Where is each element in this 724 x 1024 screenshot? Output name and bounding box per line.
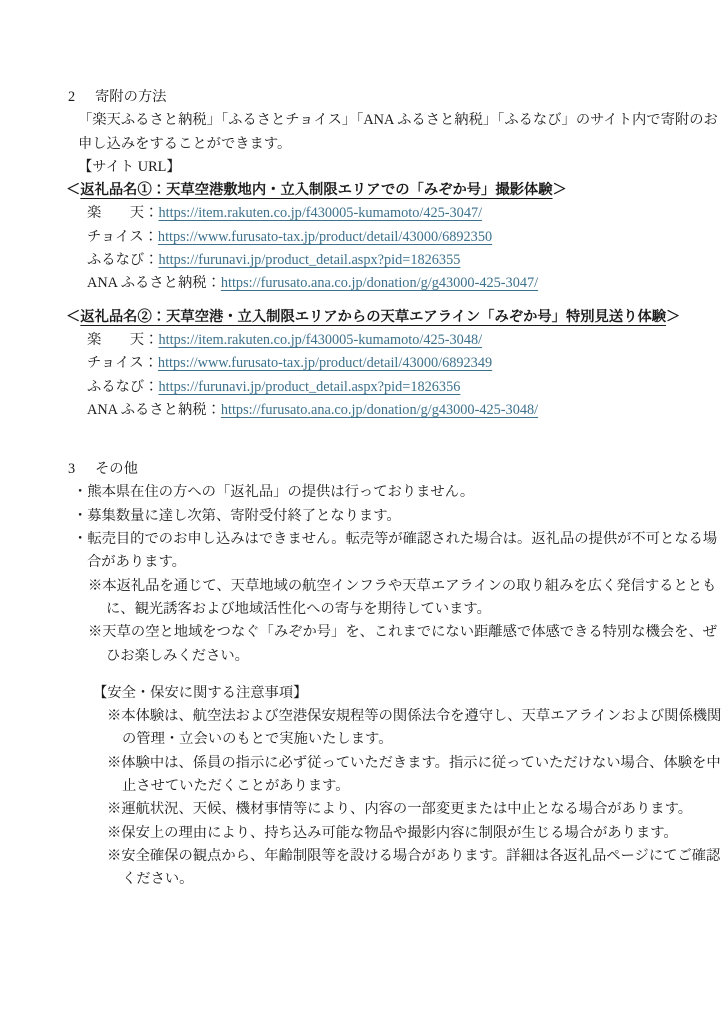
intro-paragraph xyxy=(0,109,724,156)
bracket-close: ＞ xyxy=(552,182,567,199)
bracket-open: ＜ xyxy=(66,182,81,199)
text-line: 止させていただくことがあります。 xyxy=(122,778,350,795)
other-notes-list xyxy=(0,481,724,667)
section-title: 寄附の方法 xyxy=(95,89,167,105)
text-line: ※本体験は、航空法および空港保安規程等の関係法令を遵守し、天草エアラインおよび関係機関 xyxy=(107,708,722,725)
link-label: ANA ふるさと納税： xyxy=(87,275,221,292)
text-line: ※運航状況、天候、機材事情等により、内容の一部変更または中止となる場合があります。 xyxy=(107,801,693,818)
text-line: ※安全確保の観点から、年齢制限等を設ける場合があります。詳細は各返礼品ページにてご確認 xyxy=(107,847,721,864)
donation-url-link[interactable]: https://www.furusato-tax.jp/product/detail/43000/6892349 xyxy=(157,355,493,372)
safety-heading: 【安全・保安に関する注意事項】 xyxy=(93,684,308,701)
safety-notes-list xyxy=(0,705,724,891)
link-label: チョイス： xyxy=(87,228,158,245)
donation-url-link[interactable]: https://furunavi.jp/product_detail.aspx?pid=1826356 xyxy=(158,378,461,395)
url-line xyxy=(0,249,724,272)
url-line xyxy=(0,202,724,225)
site-url-heading: 【サイト URL】 xyxy=(78,158,181,175)
gift1-heading-text: 返礼品名①：天草空港敷地内・立入制限エリアでの「みぞか号」撮影体験 xyxy=(80,182,553,199)
link-label: 楽 天： xyxy=(87,331,159,348)
donation-url-link[interactable]: https://furusato.ana.co.jp/donation/g/g43000-425-3048/ xyxy=(220,401,539,418)
link-label: ANA ふるさと納税： xyxy=(87,401,221,418)
text-line: 「楽天ふるさと納税」「ふるさとチョイス」「ANA ふるさと納税」「ふるなび」のサイト内で寄附のお xyxy=(78,112,718,129)
gift2-heading-text: 返礼品名②：天草空港・立入制限エリアからの天草エアライン「みぞか号」特別見送り体験 xyxy=(80,308,667,325)
link-label: ふるなび： xyxy=(87,378,159,395)
text-line: ください。 xyxy=(122,871,194,888)
donation-url-link[interactable]: https://furusato.ana.co.jp/donation/g/g43000-425-3047/ xyxy=(220,275,539,292)
gift2-heading xyxy=(0,306,724,329)
text-line: ・熊本県在住の方への「返礼品」の提供は行っておりません。 xyxy=(73,484,475,501)
link-label: チョイス： xyxy=(87,355,158,372)
text-line: に、観光誘客および地域活性化への寄与を期待しています。 xyxy=(106,600,491,617)
section-heading xyxy=(0,86,724,109)
bracket-open: ＜ xyxy=(66,308,81,325)
text-line: の管理・立会いのもとで実施いたします。 xyxy=(122,731,393,748)
gift1-link-list xyxy=(0,202,724,295)
donation-url-link[interactable]: https://furunavi.jp/product_detail.aspx?pid=1826355 xyxy=(158,252,461,269)
section-heading xyxy=(0,458,724,481)
gift1-heading xyxy=(0,179,724,202)
text-line: ※体験中は、係員の指示に必ず従っていただきます。指示に従っていただけない場合、体験を中 xyxy=(107,754,721,771)
text-line: 申し込みをすることができます。 xyxy=(78,135,292,152)
donation-url-link[interactable]: https://item.rakuten.co.jp/f430005-kumamoto/425-3048/ xyxy=(158,331,483,348)
text-line: ひお楽しみください。 xyxy=(106,647,249,664)
link-label: ふるなび： xyxy=(87,252,159,269)
section-donation-method xyxy=(0,86,724,422)
section-other xyxy=(0,458,724,891)
text-line: ・転売目的でのお申し込みはできません。転売等が確認された場合は。返礼品の提供が不可となる場 xyxy=(73,531,718,548)
text-line: ・募集数量に達し次第、寄附受付終了となります。 xyxy=(73,507,401,524)
text-line: ※本返礼品を通じて、天草地域の航空インフラや天草エアラインの取り組みを広く発信するととも xyxy=(88,577,717,594)
gift2-link-list xyxy=(0,329,724,422)
url-line xyxy=(0,376,724,399)
url-line xyxy=(0,329,724,352)
url-line xyxy=(0,272,724,295)
section-number: 2 xyxy=(68,89,76,105)
section-number: 3 xyxy=(68,461,76,478)
section-title: その他 xyxy=(95,461,138,478)
url-line xyxy=(0,226,724,249)
text-line: ※保安上の理由により、持ち込み可能な物品や撮影内容に制限が生じる場合があります。 xyxy=(107,824,678,841)
bracket-close: ＞ xyxy=(666,308,681,325)
donation-url-link[interactable]: https://www.furusato-tax.jp/product/detail/43000/6892350 xyxy=(157,228,493,245)
url-line xyxy=(0,399,724,422)
text-line: 合があります。 xyxy=(87,554,186,571)
link-label: 楽 天： xyxy=(87,205,159,222)
text-line: ※天草の空と地域をつなぐ「みぞか号」を、これまでにない距離感で体感できる特別な機会を、ぜ xyxy=(88,624,718,641)
donation-url-link[interactable]: https://item.rakuten.co.jp/f430005-kumamoto/425-3047/ xyxy=(158,205,483,222)
url-line xyxy=(0,352,724,375)
